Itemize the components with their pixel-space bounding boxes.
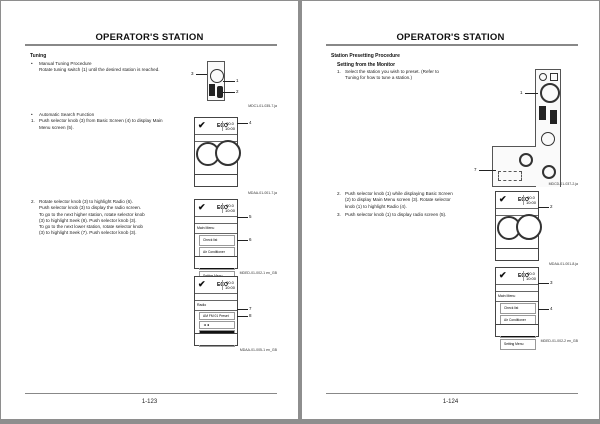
radio-band-row: AM FM 01 Preset (199, 312, 235, 320)
left-page (1, 1, 298, 419)
button-icon (550, 73, 558, 81)
clock (222, 121, 235, 131)
radio-title: Radio (195, 301, 237, 311)
seek-down-row: ◄◄ (199, 321, 235, 329)
clock-time: 10:00 (224, 208, 235, 213)
callout-arrow (223, 81, 235, 82)
callout-6: 6 (249, 237, 252, 242)
callout-arrow (538, 207, 549, 208)
section-heading: Tuning (30, 53, 47, 59)
step-line: (3) to highlight Seek (7). Push selector knob (3). (39, 230, 137, 236)
clock-time: 10:00 (525, 200, 536, 205)
screen-header (195, 118, 237, 135)
callout-8: 8 (249, 313, 252, 318)
eco-indicator: ECO (518, 197, 529, 203)
icon-row (195, 217, 237, 224)
clock-top: 00.0 (226, 280, 234, 285)
step-text: Push selector knob (1) to display radio screen (5). (345, 212, 447, 217)
title-divider (25, 44, 277, 46)
menu-item-air-conditioner: Air Conditioner (500, 315, 536, 326)
callout-1: 1 (236, 78, 239, 83)
clock-top: 00.0 (527, 195, 535, 200)
clock-time: 10:00 (525, 276, 536, 281)
callout-2: 2 (236, 89, 239, 94)
clock (222, 280, 235, 290)
radio-screen-figure (194, 276, 238, 346)
callout-arrow (237, 240, 248, 241)
step-1 (31, 118, 171, 131)
screen-footer (195, 333, 237, 345)
step-line: Rotate selector knob (3) to highlight Radio (6). (39, 199, 133, 204)
check-icon: ✔ (198, 202, 206, 212)
auto-heading: Automatic Search Function (39, 112, 95, 117)
callout-arrow (538, 309, 549, 310)
menu-title: Main Menu (195, 224, 237, 234)
gauge-icon (516, 214, 542, 240)
screen-footer (195, 256, 237, 268)
main-menu-screen-figure (495, 267, 539, 346)
step-number: 2. (337, 191, 341, 196)
clock (523, 195, 536, 205)
basic-screen-figure (194, 117, 238, 187)
page-number: 1-124 (442, 399, 459, 405)
callout-3: 3 (550, 280, 553, 285)
switch-icon (550, 110, 557, 124)
manual-tuning-block (31, 61, 161, 74)
callout-arrow (237, 123, 248, 124)
step-1 (337, 69, 447, 82)
figure-caption: MDED-01-002-2 en_GB (540, 339, 578, 343)
screen-footer (496, 248, 538, 260)
step-line: To go to the next lower station, rotate selector knob (39, 224, 143, 230)
bullet: • (31, 61, 33, 66)
step-text (39, 199, 181, 237)
key-switch-icon (519, 153, 533, 167)
step-3 (337, 212, 457, 218)
step-number: 2. (31, 199, 35, 204)
step-2 (337, 191, 457, 210)
screen-header (496, 268, 538, 285)
callout-7: 7 (249, 306, 252, 311)
callout-4: 4 (550, 306, 553, 311)
step-text: Select the station you wish to preset. (Refer to Tuning for how to tune a station.) (345, 69, 439, 81)
section-heading: Station Presetting Procedure (331, 53, 400, 59)
step-text: Push selector knob (1) while displaying Basic Screen (2) to display Main Menu screen (3). Rotate selector knob (1) to highlight Radio (4). (345, 191, 453, 209)
step-line: To go to the next higher station, rotate selector knob (39, 211, 145, 217)
main-menu-screen-figure (194, 199, 238, 269)
eco-indicator: ECO (217, 123, 228, 129)
control-panel-figure (535, 69, 561, 187)
callout-arrow (479, 170, 496, 171)
callout-4: 4 (249, 120, 252, 125)
clock-top: 00.0 (527, 271, 535, 276)
knob-icon (542, 165, 556, 179)
right-page (302, 1, 599, 419)
callout-5: 5 (249, 214, 252, 219)
page-number: 1-123 (141, 399, 158, 405)
page-title: OPERATOR'S STATION (396, 32, 505, 43)
screen-footer (195, 174, 237, 186)
menu-title: Main Menu (496, 292, 538, 302)
icon-row (496, 285, 538, 292)
step-number: 1. (337, 69, 341, 74)
callout-arrow (538, 283, 549, 284)
callout-1: 1 (520, 90, 523, 95)
preset-buttons-icon (498, 171, 522, 181)
button-icon (539, 73, 547, 81)
check-icon: ✔ (499, 194, 507, 204)
figure-caption: MDAA-01-001-7.ja (248, 191, 277, 195)
gauge-icon (215, 140, 241, 166)
figure-caption: MDCD-01-037-2.ja (548, 182, 578, 186)
manual-text: Rotate tuning switch (1) until the desired station is reached. (39, 67, 160, 73)
callout-arrow (196, 74, 207, 75)
eco-indicator: ECO (217, 282, 228, 288)
page-title: OPERATOR'S STATION (95, 32, 204, 43)
callout-7: 7 (474, 167, 477, 172)
manual-heading: Manual Tuning Procedure (39, 61, 92, 66)
clock (222, 203, 235, 213)
clock-top: 00.0 (226, 203, 234, 208)
footer-divider (326, 393, 578, 394)
dial-icon (541, 132, 555, 146)
callout-arrow (237, 316, 248, 317)
step-number: 3. (337, 212, 341, 217)
menu-item-air-conditioner: Air Conditioner (199, 247, 235, 258)
menu-item-check-list: Check list (500, 303, 536, 314)
sub-heading: Setting from the Monitor (337, 62, 396, 68)
check-icon: ✔ (198, 279, 206, 289)
step-text: Push selector knob (3) from Basic Screen (4) to display Main Menu screen (5). (39, 118, 163, 130)
figure-caption: MDC1-01-035-7.ja (248, 104, 277, 108)
step-line: Push selector knob (3) to display the radio screen. (39, 205, 142, 211)
clock-top: 00.0 (226, 121, 234, 126)
switch-icon (209, 84, 215, 96)
figure-caption: MDAA-01-001-8.ja (549, 262, 578, 266)
clock (523, 271, 536, 281)
auto-search-block (31, 112, 171, 131)
switch-icon (539, 106, 546, 120)
check-icon: ✔ (198, 120, 206, 130)
eco-indicator: ECO (217, 205, 228, 211)
selector-knob-icon (210, 69, 224, 83)
step-line: (3) to highlight Seek (8). Push selector knob (3). (39, 217, 137, 223)
screen-header (195, 200, 237, 217)
menu-item-check-list: Check list (199, 235, 235, 246)
screen-footer (496, 324, 538, 336)
callout-arrow (223, 92, 235, 93)
callout-arrow (525, 93, 538, 94)
basic-screen-figure (495, 191, 539, 261)
clock-time: 10:00 (224, 126, 235, 131)
figure-caption: MDAA-01-005-1 en_GB (239, 348, 277, 352)
callout-arrow (237, 309, 248, 310)
clock-time: 10:00 (224, 285, 235, 290)
lower-panel-figure (492, 146, 536, 187)
bullet: • (31, 112, 33, 117)
callout-3: 3 (191, 71, 194, 76)
selector-knob-icon (540, 83, 560, 103)
icon-row (195, 294, 237, 301)
eco-indicator: ECO (518, 273, 529, 279)
callout-2: 2 (550, 204, 553, 209)
title-divider (326, 44, 578, 46)
check-icon: ✔ (499, 270, 507, 280)
menu-item-setting-menu: Setting Menu (500, 339, 536, 350)
footer-divider (25, 393, 277, 394)
screen-header (496, 192, 538, 209)
figure-caption: MDED-01-002-1 en_GB (239, 271, 277, 275)
screen-header (195, 277, 237, 294)
step-2 (31, 199, 181, 237)
callout-arrow (237, 217, 248, 218)
step-number: 1. (31, 118, 35, 124)
